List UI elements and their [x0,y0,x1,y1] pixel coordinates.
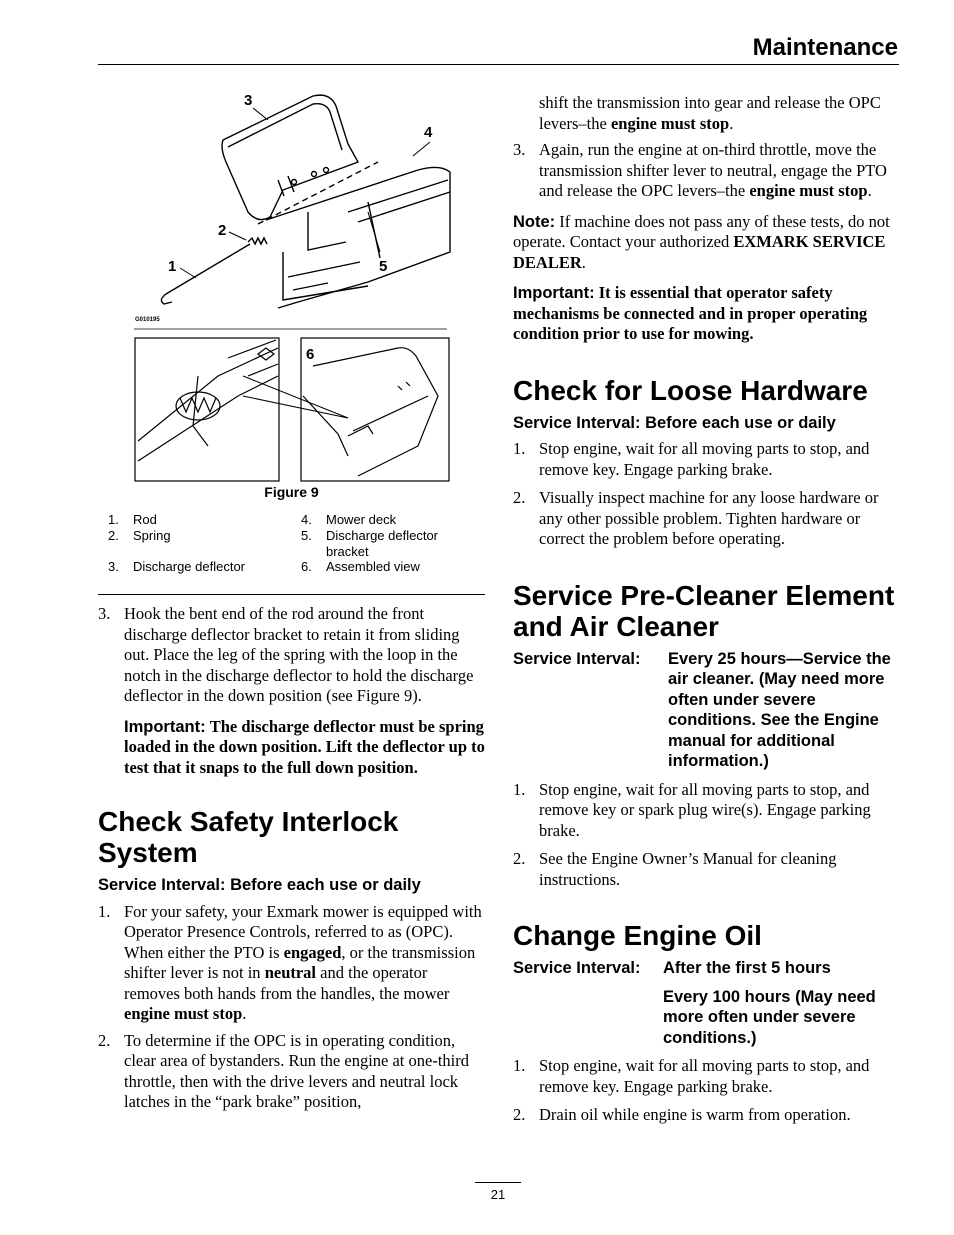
detail-views [98,336,485,486]
callout-2: 2 [218,222,227,239]
figure-legend-right [301,512,471,575]
oil-step-2: 2. Drain oil while engine is warm from operation. [513,1105,851,1124]
figure-code: G010195 [135,317,160,323]
callout-5: 5 [379,258,388,275]
left-column [98,604,486,1113]
figure-9 [98,72,485,594]
legend-item: 1. Rod [108,512,157,527]
safety-step-3: 3. Again, run the engine at on-third throttle, move the transmission shifter lever to neutral, engage the PTO and release the OPC levers–the engine must stop. [513,140,887,200]
safety-step-2-cont: shift the transmission into gear and release the OPC levers–the engine must stop. [539,93,881,133]
legend-item: 2. Spring [108,528,171,543]
legend-item: 6. Assembled view [301,559,420,574]
safety-heading: Check Safety Interlock System [98,806,399,868]
loose-step-1: 1. Stop engine, wait for all moving parts to stop, and remove key. Engage parking brake. [513,439,870,479]
note: Note: If machine does not pass any of these tests, do not operate. Contact your authorized EXMARK SERVICE DEALER. [513,211,890,272]
engine-oil-interval: Service Interval: After the first 5 hours Every 100 hours (May need more often under severe conditions.) [513,959,876,1047]
figure-rule [98,594,485,595]
safety-step-1: 1. For your safety, your Exmark mower is equipped with Operator Presence Controls, referred to as (OPC). When either the PTO is engaged, or the transmission shifter lever is not in neutral and the operator removes both hands from the handles, the mower engine must stop. [98,901,482,1023]
callout-6: 6 [306,346,315,363]
legend-item: 4. Mower deck [301,512,397,527]
page-number: 21 [490,1187,506,1202]
engine-oil-heading: Change Engine Oil [513,920,762,951]
loose-hardware-interval: Service Interval: Before each use or daily [513,413,836,432]
pre-cleaner-step-1: 1. Stop engine, wait for all moving parts to stop, and remove key or spark plug wire(s). Engage parking brake. [513,779,871,840]
section-title: Maintenance [752,34,898,61]
legend-item: 3. Discharge deflector [108,559,245,574]
deflector-illustration [98,72,485,342]
legend-item: 5. Discharge deflector bracket [301,528,438,559]
figure-title: Figure 9 [264,484,319,500]
loose-hardware-heading: Check for Loose Hardware [513,374,868,406]
right-column [513,93,900,1126]
oil-step-1: 1. Stop engine, wait for all moving parts to stop, and remove key. Engage parking brake. [513,1056,870,1096]
callout-1: 1 [168,258,177,275]
header-rule [98,64,899,65]
important-note: Important: The discharge deflector must be spring loaded in the down position. Lift the deflector up to test that it snaps to the full down position. [124,716,485,777]
callout-4: 4 [424,124,433,141]
figure-legend-left [108,512,283,575]
safety-interval: Service Interval: Before each use or daily [98,876,421,894]
pre-cleaner-interval: Service Interval: Every 25 hours—Service the air cleaner. (May need more often under severe conditions. See the Engine manual for additional information.) [513,649,891,770]
pre-cleaner-step-2: 2. See the Engine Owner’s Manual for cleaning instructions. [513,849,837,889]
step-3: 3. Hook the bent end of the rod around the front discharge deflector bracket to retain it from sliding out. Place the leg of the spring with the loop in the notch in the discharge deflector to hold the discharge deflector in the down position (see Figure 9). [98,604,474,705]
important-note-2: Important: It is essential that operator safety mechanisms be connected and in proper operating condition prior to use for mowing. [513,283,868,343]
loose-step-2: 2. Visually inspect machine for any loose hardware or any other possible problem. Tighten hardware or correct the problem before operating. [513,488,879,548]
safety-step-2: 2. To determine if the OPC is in operating condition, clear area of bystanders. Run the engine at one-third throttle, then with the drive levers and neutral lock latches in the “park brake” position, [98,1030,469,1111]
callout-3: 3 [244,92,253,109]
pre-cleaner-heading: Service Pre-Cleaner Element and Air Cleaner [513,579,895,642]
footer-rule [475,1182,521,1183]
